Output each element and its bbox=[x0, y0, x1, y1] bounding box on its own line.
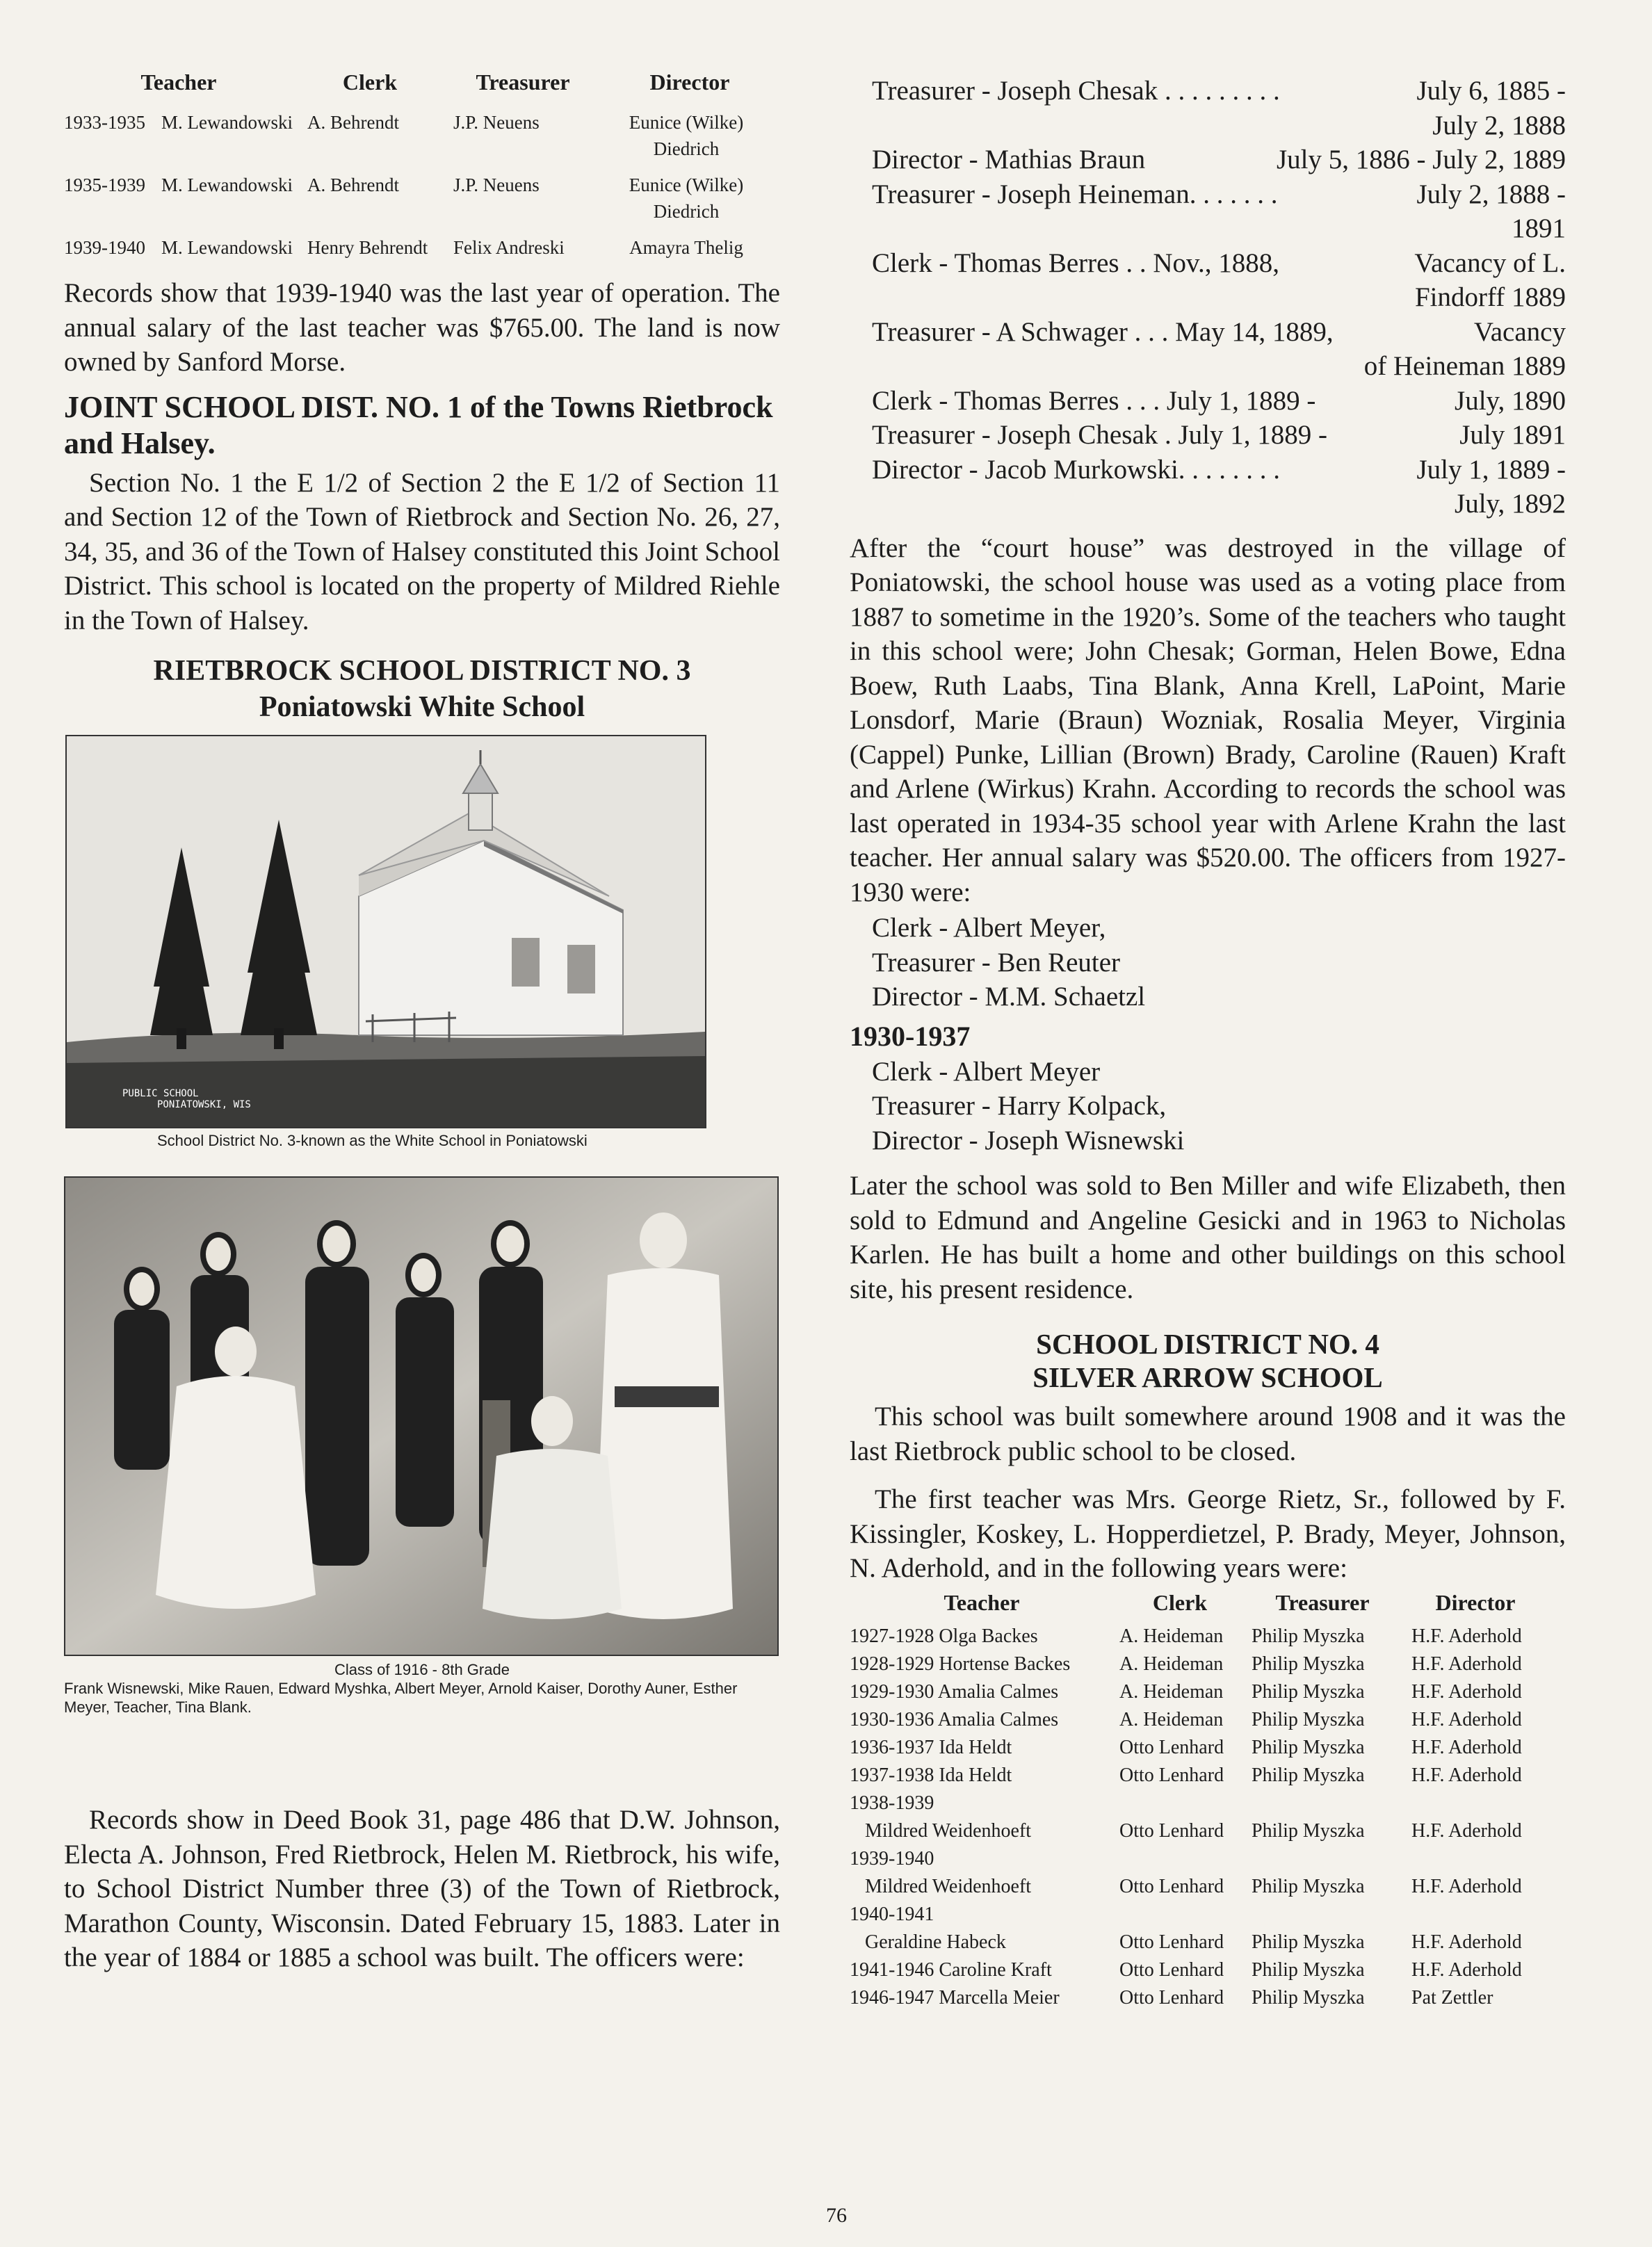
cell-clerk: Otto Lenhard bbox=[1119, 1764, 1224, 1786]
cell-treasurer: Philip Myszka bbox=[1252, 1764, 1365, 1786]
court-house-paragraph: After the “court house” was destroyed in the village of Poniatowski, the school house was used as a voting place from 1887 to sometime in the 1920’s. Some of the teachers who taught in this school were; John Chesak; Gorman, Helen Bowe, Edna Boew, Ruth Laabs, Tina Blank, Anna Krell, LaPoint, Marie Lonsdorf, Marie (Braun) Wozniak, Rosalia Meyer, Virginia (Cappel) Punke, Lillian (Brown) Brady, Caroline (Rauen) Kraft and Arlene (Wirkus) Krahn. According to records the school was last operated in 1934-35 school year with Arlene Krahn the last teacher. Her annual salary was $520.00. The officers from 1927-1930 were: bbox=[850, 533, 1566, 907]
officer-entry bbox=[850, 177, 1566, 212]
cell-teacher: 1940-1941 bbox=[850, 1903, 934, 1925]
officer-entry-date: Vacancy of L. bbox=[1414, 248, 1566, 278]
cell-teacher: M. Lewandowski bbox=[161, 175, 293, 195]
officer-entry-continuation: July 2, 1888 bbox=[1432, 110, 1566, 140]
officer-entry-text: Treasurer - A Schwager . . . May 14, 1889, bbox=[872, 316, 1334, 347]
cell-treasurer: Philip Myszka bbox=[1252, 1875, 1365, 1897]
poniatowski-subheading: Poniatowski White School bbox=[259, 691, 585, 723]
officer-1930-clerk: Clerk - Albert Meyer bbox=[872, 1056, 1101, 1087]
cell-clerk: Otto Lenhard bbox=[1119, 1931, 1224, 1953]
officers-1930-list bbox=[850, 1055, 1566, 1158]
header-treasurer-2: Treasurer bbox=[1275, 1589, 1370, 1615]
page-number: 76 bbox=[826, 2204, 847, 2227]
cell-director-line2: Diedrich bbox=[653, 138, 720, 159]
officer-entry-date: Vacancy bbox=[1473, 316, 1566, 347]
class-photo-caption-title: Class of 1916 - 8th Grade bbox=[334, 1661, 510, 1678]
deed-paragraph: Records show in Deed Book 31, page 486 that D.W. Johnson, Electa A. Johnson, Fred Rietbrock, Helen M. Rietbrock, his wife, to School District Number three (3) of the Town of Rietbrock, Marathon County, Wisconsin. Dated February 15, 1883. Later in the year of 1884 or 1885 a school was built. The officers were: bbox=[64, 1805, 780, 1972]
cell-director bbox=[1411, 1845, 1564, 1873]
records-paragraph: Records show that 1939-1940 was the last year of operation. The annual salary of the last teacher was $765.00. The land is now owned by Sanford Morse. bbox=[64, 278, 780, 377]
cell-clerk: A. Behrendt bbox=[307, 112, 399, 133]
cell-director: H.F. Aderhold bbox=[1411, 1680, 1522, 1703]
teacher-table-row bbox=[850, 1929, 1566, 1956]
header-director-2: Director bbox=[1435, 1589, 1516, 1615]
header-clerk-2: Clerk bbox=[1152, 1589, 1208, 1615]
cell-director: Pat Zettler bbox=[1411, 1986, 1493, 2009]
header-director: Director bbox=[649, 70, 730, 95]
officer-entry bbox=[850, 74, 1566, 108]
cell-treasurer: Philip Myszka bbox=[1252, 1708, 1365, 1730]
header-clerk: Clerk bbox=[342, 70, 398, 95]
teacher-table-row bbox=[850, 1734, 1566, 1762]
cell-years: 1939-1940 bbox=[64, 237, 145, 258]
cell-director: H.F. Aderhold bbox=[1411, 1736, 1522, 1758]
cell-treasurer: Philip Myszka bbox=[1252, 1819, 1365, 1842]
cell-teacher: 1930-1936 Amalia Calmes bbox=[850, 1708, 1059, 1730]
officer-table-body bbox=[64, 109, 780, 261]
officer-1930-director: Director - Joseph Wisnewski bbox=[872, 1125, 1185, 1155]
officer-list-1885 bbox=[850, 74, 1566, 521]
cell-teacher: 1928-1929 Hortense Backes bbox=[850, 1653, 1071, 1675]
officer-entry-text: Treasurer - Joseph Chesak . July 1, 1889 - bbox=[872, 420, 1327, 450]
officer-entry-date: July 1891 bbox=[1459, 420, 1566, 450]
cell-director: H.F. Aderhold bbox=[1411, 1708, 1522, 1730]
cell-teacher: 1927-1928 Olga Backes bbox=[850, 1625, 1038, 1647]
cell-director bbox=[599, 234, 773, 261]
joint-school-paragraph: Section No. 1 the E 1/2 of Section 2 the E 1/2 of Section 11 and Section 12 of the Town of Rietbrock and Section No. 26, 27, 34, 35, and 36 of the Town of Halsey constituted this Joint School District. This school is located on the property of Mildred Riehle in the Town of Halsey. bbox=[64, 467, 780, 635]
school-photo-caption: School District No. 3-known as the White School in Poniatowski bbox=[157, 1132, 588, 1149]
officer-entry-date: July, 1890 bbox=[1455, 385, 1566, 416]
rietbrock-heading: RIETBROCK SCHOOL DISTRICT NO. 3 bbox=[153, 655, 691, 687]
class-photo-caption-names: Frank Wisnewski, Mike Rauen, Edward Myshka, Albert Meyer, Arnold Kaiser, Dorothy Auner, Esther Meyer, Teacher, Tina Blank. bbox=[64, 1680, 738, 1716]
silver-arrow-heading: SCHOOL DISTRICT NO. 4 bbox=[1036, 1328, 1379, 1360]
cell-clerk: Otto Lenhard bbox=[1119, 1986, 1224, 2009]
officer-table-row bbox=[64, 172, 780, 225]
cell-teacher: 1938-1939 bbox=[850, 1792, 934, 1814]
officer-table-header bbox=[64, 70, 780, 95]
cell-director bbox=[1411, 1790, 1564, 1817]
cell-director-line1: Eunice (Wilke) bbox=[629, 112, 744, 133]
right-column bbox=[850, 74, 1566, 2012]
cell-director-line1: Eunice (Wilke) bbox=[629, 175, 744, 195]
officer-table-row bbox=[64, 109, 780, 162]
officer-entry bbox=[850, 143, 1566, 177]
cell-teacher: M. Lewandowski bbox=[161, 237, 293, 258]
silver-arrow-paragraph-1: This school was built somewhere around 1908 and it was the last Rietbrock public school to be closed. bbox=[850, 1402, 1566, 1466]
cell-director bbox=[1411, 1901, 1564, 1929]
officer-entry-text: Treasurer - Joseph Chesak . . . . . . . . . bbox=[872, 76, 1280, 106]
cell-teacher: 1936-1937 Ida Heldt bbox=[850, 1736, 1012, 1758]
silver-arrow-subheading: SILVER ARROW SCHOOL bbox=[1032, 1361, 1383, 1393]
officer-entry-continuation: Findorff 1889 bbox=[1414, 282, 1566, 312]
cell-teacher: M. Lewandowski bbox=[161, 112, 293, 133]
sold-paragraph: Later the school was sold to Ben Miller and wife Elizabeth, then sold to Edmund and Angeline Gesicki and in 1963 to Nicholas Karlen. He has built a home and other buildings on this school site, his present residence. bbox=[850, 1171, 1566, 1304]
cell-treasurer: J.P. Neuens bbox=[453, 175, 540, 195]
cell-director: H.F. Aderhold bbox=[1411, 1764, 1522, 1786]
header-treasurer: Treasurer bbox=[476, 70, 570, 95]
photo-inscription-line-1: PUBLIC SCHOOL bbox=[122, 1088, 199, 1099]
officer-entry-date: July 2, 1888 - bbox=[1416, 179, 1566, 209]
teacher-table-body bbox=[850, 1623, 1566, 2012]
cell-teacher: Mildred Weidenhoeft bbox=[865, 1819, 1032, 1842]
cell-clerk: A. Heideman bbox=[1119, 1653, 1224, 1675]
cell-clerk: Otto Lenhard bbox=[1119, 1736, 1224, 1758]
school-building-illustration bbox=[67, 736, 705, 1127]
class-photo bbox=[64, 1176, 779, 1656]
cell-clerk bbox=[1119, 1901, 1252, 1929]
teacher-table-header bbox=[850, 1590, 1566, 1616]
teacher-table-row bbox=[850, 1706, 1566, 1734]
teacher-table-row bbox=[850, 1678, 1566, 1706]
cell-clerk: A. Heideman bbox=[1119, 1708, 1224, 1730]
cell-director: H.F. Aderhold bbox=[1411, 1625, 1522, 1647]
cell-years: 1935-1939 bbox=[64, 175, 145, 195]
heading-1930-1937: 1930-1937 bbox=[850, 1020, 971, 1052]
teacher-table-row bbox=[850, 1650, 1566, 1678]
cell-clerk bbox=[1119, 1845, 1252, 1873]
officer-entry bbox=[850, 453, 1566, 487]
cell-teacher: 1937-1938 Ida Heldt bbox=[850, 1764, 1012, 1786]
cell-clerk: Otto Lenhard bbox=[1119, 1819, 1224, 1842]
cell-treasurer: Philip Myszka bbox=[1252, 1986, 1365, 2009]
cell-treasurer: Philip Myszka bbox=[1252, 1680, 1365, 1703]
cell-director: H.F. Aderhold bbox=[1411, 1653, 1522, 1675]
joint-school-heading: JOINT SCHOOL DIST. NO. 1 of the Towns Rietbrock and Halsey. bbox=[64, 389, 773, 460]
officer-entry bbox=[850, 418, 1566, 453]
officer-entry bbox=[850, 384, 1566, 419]
officer-entry-continuation: 1891 bbox=[1512, 213, 1566, 243]
teacher-table-row bbox=[850, 1762, 1566, 1790]
teacher-table-row bbox=[850, 1901, 1566, 1929]
cell-director bbox=[599, 172, 773, 225]
teacher-table-row bbox=[850, 1956, 1566, 1984]
officer-entry-date: July 6, 1885 - bbox=[1416, 76, 1566, 106]
cell-teacher: 1941-1946 Caroline Kraft bbox=[850, 1958, 1052, 1981]
cell-clerk: A. Behrendt bbox=[307, 175, 399, 195]
cell-clerk: Otto Lenhard bbox=[1119, 1875, 1224, 1897]
teacher-table-row bbox=[850, 1790, 1566, 1817]
officer-entry-text: Clerk - Thomas Berres . . Nov., 1888, bbox=[872, 248, 1279, 278]
cell-director-line1: Amayra Thelig bbox=[629, 237, 743, 258]
officer-entry bbox=[850, 315, 1566, 350]
cell-clerk: A. Heideman bbox=[1119, 1680, 1224, 1703]
class-group-illustration bbox=[65, 1178, 777, 1655]
cell-director: H.F. Aderhold bbox=[1411, 1931, 1522, 1953]
school-photo bbox=[65, 735, 706, 1128]
teacher-table-row bbox=[850, 1623, 1566, 1650]
officer-1927-director: Director - M.M. Schaetzl bbox=[872, 982, 1146, 1012]
officer-entry-text: Director - Jacob Murkowski. . . . . . . . bbox=[872, 454, 1281, 485]
cell-treasurer bbox=[1252, 1845, 1411, 1873]
cell-teacher: 1929-1930 Amalia Calmes bbox=[850, 1680, 1059, 1703]
cell-treasurer: Philip Myszka bbox=[1252, 1931, 1365, 1953]
officer-table-row bbox=[64, 234, 780, 261]
cell-director: H.F. Aderhold bbox=[1411, 1958, 1522, 1981]
cell-director: H.F. Aderhold bbox=[1411, 1819, 1522, 1842]
officer-1927-clerk: Clerk - Albert Meyer, bbox=[872, 913, 1106, 943]
cell-treasurer: Philip Myszka bbox=[1252, 1625, 1365, 1647]
cell-clerk: A. Heideman bbox=[1119, 1625, 1224, 1647]
officer-entry-text: Clerk - Thomas Berres . . . July 1, 1889 - bbox=[872, 385, 1316, 416]
teacher-table-row bbox=[850, 1845, 1566, 1873]
officer-entry-continuation: of Heineman 1889 bbox=[1363, 351, 1566, 381]
cell-years: 1933-1935 bbox=[64, 112, 145, 133]
cell-treasurer: Philip Myszka bbox=[1252, 1958, 1365, 1981]
officer-entry-date: July 5, 1886 - July 2, 1889 bbox=[1276, 145, 1566, 175]
header-teacher: Teacher bbox=[140, 70, 217, 95]
left-column bbox=[64, 70, 780, 1975]
teacher-table-row bbox=[850, 1817, 1566, 1845]
officer-entry-continuation: July, 1892 bbox=[1455, 489, 1566, 519]
cell-treasurer: Philip Myszka bbox=[1252, 1653, 1365, 1675]
cell-treasurer bbox=[1252, 1790, 1411, 1817]
header-teacher-2: Teacher bbox=[944, 1589, 1020, 1615]
cell-clerk bbox=[1119, 1790, 1252, 1817]
officer-entry-text: Director - Mathias Braun bbox=[872, 145, 1146, 175]
class-photo-caption bbox=[64, 1660, 780, 1717]
officer-entry bbox=[850, 246, 1566, 281]
cell-director bbox=[599, 109, 773, 162]
cell-clerk: Otto Lenhard bbox=[1119, 1958, 1224, 1981]
cell-clerk: Henry Behrendt bbox=[307, 237, 428, 258]
cell-director-line2: Diedrich bbox=[653, 201, 720, 222]
cell-treasurer: Felix Andreski bbox=[453, 237, 565, 258]
photo-inscription-line-2: PONIATOWSKI, WIS bbox=[157, 1099, 251, 1110]
cell-teacher: 1946-1947 Marcella Meier bbox=[850, 1986, 1060, 2009]
cell-director: H.F. Aderhold bbox=[1411, 1875, 1522, 1897]
cell-teacher: Mildred Weidenhoeft bbox=[865, 1875, 1032, 1897]
officer-1927-treasurer: Treasurer - Ben Reuter bbox=[872, 947, 1121, 978]
cell-teacher: Geraldine Habeck bbox=[865, 1931, 1006, 1953]
photo-inscription bbox=[122, 1088, 251, 1110]
officers-1927-list bbox=[850, 911, 1566, 1014]
cell-treasurer: Philip Myszka bbox=[1252, 1736, 1365, 1758]
cell-treasurer bbox=[1252, 1901, 1411, 1929]
silver-arrow-paragraph-2: The first teacher was Mrs. George Rietz, Sr., followed by F. Kissingler, Koskey, L. Hopperdietzel, P. Brady, Meyer, Johnson, N. Aderhold, and in the following years were: bbox=[850, 1484, 1566, 1583]
teacher-table-row bbox=[850, 1984, 1566, 2012]
cell-treasurer: J.P. Neuens bbox=[453, 112, 540, 133]
officer-entry-text: Treasurer - Joseph Heineman. . . . . . . bbox=[872, 179, 1278, 209]
officer-entry-date: July 1, 1889 - bbox=[1416, 454, 1566, 485]
cell-teacher: 1939-1940 bbox=[850, 1847, 934, 1869]
teacher-table-row bbox=[850, 1873, 1566, 1901]
officer-1930-treasurer: Treasurer - Harry Kolpack, bbox=[872, 1091, 1167, 1121]
